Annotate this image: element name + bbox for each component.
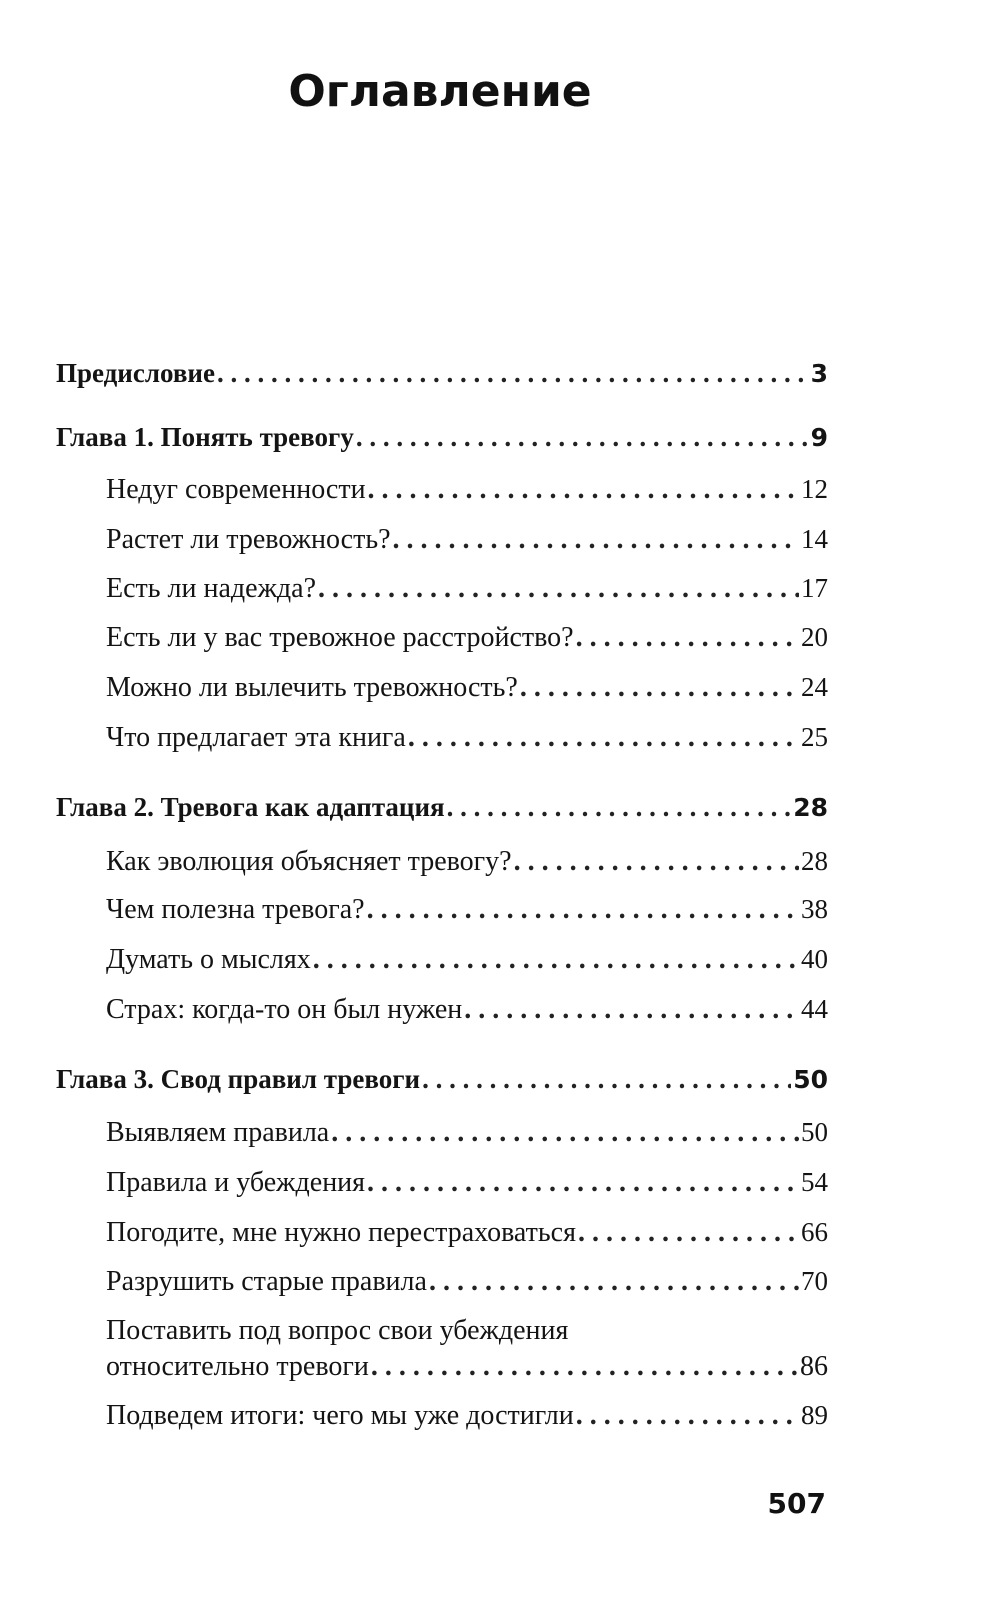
toc-entry-section[interactable] bbox=[106, 472, 828, 507]
toc-entry-label: Есть ли надежда? bbox=[106, 573, 317, 604]
page-number: 507 bbox=[767, 1487, 826, 1520]
toc-entry-page: 44 bbox=[801, 994, 828, 1024]
toc-entry-page: 50 bbox=[801, 1117, 828, 1147]
toc-entry-label: Выявляем правила bbox=[106, 1117, 330, 1148]
toc-entry-page: 38 bbox=[801, 894, 828, 924]
toc-entry-label: Можно ли вылечить тревожность? bbox=[106, 672, 518, 703]
dot-leader bbox=[578, 1216, 799, 1250]
dot-leader bbox=[313, 943, 799, 977]
toc-entry-section-multiline[interactable] bbox=[106, 1314, 828, 1384]
toc-entry-label: Глава 3. Свод правил тревоги bbox=[56, 1064, 421, 1094]
toc-entry-section[interactable] bbox=[106, 1215, 828, 1250]
toc-entry-section[interactable] bbox=[106, 1398, 828, 1433]
toc-entry-page: 86 bbox=[800, 1351, 828, 1382]
dot-leader bbox=[408, 721, 799, 755]
dot-leader bbox=[356, 420, 809, 454]
toc-entry-page: 20 bbox=[801, 622, 828, 652]
dot-leader bbox=[371, 1350, 798, 1384]
dot-leader bbox=[331, 1116, 799, 1150]
toc-entry-section[interactable] bbox=[106, 1264, 828, 1299]
dot-leader bbox=[367, 893, 799, 927]
toc-entry-page: 50 bbox=[793, 1065, 828, 1094]
toc-entry-label: Думать о мыслях bbox=[106, 944, 311, 975]
toc-entry-page: 70 bbox=[801, 1266, 828, 1296]
toc-entry-label: Растет ли тревожность? bbox=[106, 524, 391, 555]
dot-leader bbox=[514, 845, 799, 879]
dot-leader bbox=[576, 1399, 799, 1433]
toc-entry-label: Погодите, мне нужно перестраховаться bbox=[106, 1217, 576, 1248]
toc-entry-section[interactable] bbox=[106, 844, 828, 879]
toc-entry-page: 24 bbox=[801, 672, 828, 702]
toc-entry-page: 9 bbox=[810, 423, 828, 452]
toc-entry-section[interactable] bbox=[106, 720, 828, 755]
toc-entry-chapter-3[interactable] bbox=[56, 1062, 828, 1097]
toc-entry-label-line2: относительно тревоги bbox=[106, 1351, 369, 1382]
toc-entry-section[interactable] bbox=[106, 892, 828, 927]
toc-entry-page: 3 bbox=[810, 359, 828, 388]
toc-entry-label: Недуг современности bbox=[106, 474, 366, 505]
toc-entry-page: 12 bbox=[801, 474, 828, 504]
toc-entry-label: Что предлагает эта книга bbox=[106, 722, 406, 753]
dot-leader bbox=[447, 790, 792, 824]
toc-entry-page: 89 bbox=[801, 1400, 828, 1430]
toc-entry-label: Правила и убеждения bbox=[106, 1167, 366, 1198]
toc-entry-section[interactable] bbox=[106, 1115, 828, 1150]
toc-entry-label-line1: Поставить под вопрос свои убеждения bbox=[106, 1315, 569, 1346]
toc-entry-label: Страх: когда-то он был нужен bbox=[106, 994, 463, 1025]
dot-leader bbox=[429, 1265, 799, 1299]
toc-entry-chapter-2[interactable] bbox=[56, 790, 828, 825]
toc-entry-page: 28 bbox=[801, 846, 828, 876]
toc-entry-label: Подведем итоги: чего мы уже достигли bbox=[106, 1400, 574, 1431]
dot-leader bbox=[367, 1166, 799, 1200]
dot-leader bbox=[393, 523, 799, 557]
toc-entry-section[interactable] bbox=[106, 1165, 828, 1200]
toc-entry-label: Как эволюция объясняет тревогу? bbox=[106, 846, 512, 877]
toc-entry-label: Чем полезна тревога? bbox=[106, 894, 365, 925]
dot-leader bbox=[464, 993, 799, 1027]
toc-entry-section[interactable] bbox=[106, 670, 828, 705]
dot-leader bbox=[576, 621, 799, 655]
toc-entry-page: 14 bbox=[801, 524, 828, 554]
toc-entry-page: 40 bbox=[801, 944, 828, 974]
toc-entry-page: 28 bbox=[793, 793, 828, 822]
toc-entry-preface[interactable] bbox=[56, 356, 828, 391]
dot-leader bbox=[520, 671, 799, 705]
toc-entry-section[interactable] bbox=[106, 942, 828, 977]
toc-entry-label: Глава 2. Тревога как адаптация bbox=[56, 792, 445, 822]
dot-leader bbox=[318, 572, 799, 606]
toc-entry-page: 54 bbox=[801, 1167, 828, 1197]
toc-entry-page: 25 bbox=[801, 722, 828, 752]
toc-entry-label: Глава 1. Понять тревогу bbox=[56, 422, 354, 452]
toc-entry-page: 66 bbox=[801, 1217, 828, 1247]
toc-entry-section[interactable] bbox=[106, 522, 828, 557]
toc-entry-chapter-1[interactable] bbox=[56, 420, 828, 455]
toc-entry-label: Предисловие bbox=[56, 358, 215, 388]
dot-leader bbox=[217, 356, 809, 390]
toc-entry-section[interactable] bbox=[106, 571, 828, 606]
toc-entry-label: Есть ли у вас тревожное расстройство? bbox=[106, 622, 574, 653]
dot-leader bbox=[422, 1062, 791, 1096]
toc-entry-section[interactable] bbox=[106, 992, 828, 1027]
toc-entry-page: 17 bbox=[801, 573, 828, 603]
toc-entry-section[interactable] bbox=[106, 620, 828, 655]
dot-leader bbox=[368, 473, 799, 507]
page-title: Оглавление bbox=[288, 66, 592, 117]
toc-entry-label: Разрушить старые правила bbox=[106, 1266, 427, 1297]
